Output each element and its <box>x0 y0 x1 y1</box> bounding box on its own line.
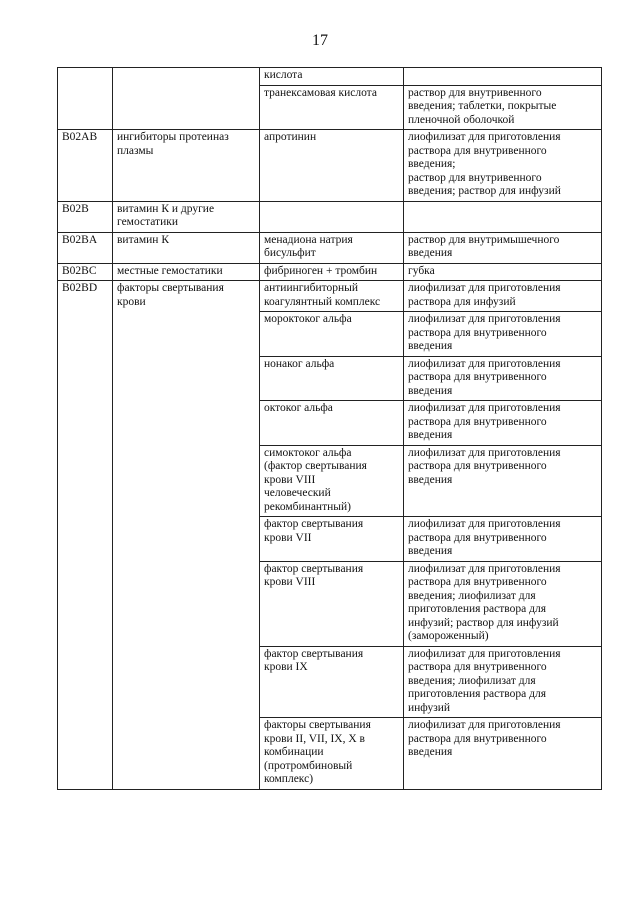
atc-code-cell: B02AB <box>58 130 113 202</box>
dosage-form-cell: лиофилизат для приготовления раствора для инфузий <box>404 281 602 312</box>
group-name-cell: местные гемостатики <box>113 263 260 281</box>
table-row <box>58 201 602 232</box>
dosage-form-cell: лиофилизат для приготовления раствора для внутривенного введения <box>404 718 602 790</box>
table-row <box>58 68 602 86</box>
drug-name-cell: симоктоког альфа (фактор свертывания крови VIII человеческий рекомбинантный) <box>260 445 404 517</box>
dosage-form-cell: губка <box>404 263 602 281</box>
drug-name-cell <box>260 201 404 232</box>
dosage-form-cell: раствор для внутримышечного введения <box>404 232 602 263</box>
dosage-form-cell: лиофилизат для приготовления раствора для внутривенного введения <box>404 517 602 562</box>
dosage-form-cell: лиофилизат для приготовления раствора для внутривенного введения <box>404 445 602 517</box>
group-name-cell: факторы свертывания крови <box>113 281 260 790</box>
drug-name-cell: транексамовая кислота <box>260 85 404 130</box>
atc-code-cell: B02BD <box>58 281 113 790</box>
table-row <box>58 232 602 263</box>
dosage-form-cell: раствор для внутривенного введения; таблетки, покрытые пленочной оболочкой <box>404 85 602 130</box>
dosage-form-cell: лиофилизат для приготовления раствора для внутривенного введения <box>404 356 602 401</box>
table-row <box>58 130 602 202</box>
dosage-form-cell <box>404 201 602 232</box>
drug-name-cell: менадиона натрия бисульфит <box>260 232 404 263</box>
drug-name-cell: фактор свертывания крови VII <box>260 517 404 562</box>
group-name-cell: витамин К и другие гемостатики <box>113 201 260 232</box>
drug-name-cell: фактор свертывания крови IX <box>260 646 404 718</box>
table-body <box>58 68 602 790</box>
atc-code-cell: B02BC <box>58 263 113 281</box>
drug-name-cell: апротинин <box>260 130 404 202</box>
drug-name-cell: нонаког альфа <box>260 356 404 401</box>
drug-table <box>57 67 602 790</box>
dosage-form-cell: лиофилизат для приготовления раствора для внутривенного введения; лиофилизат для приготовления раствора для инфузий; раствор для инфузий (замороженный) <box>404 561 602 646</box>
drug-name-cell: кислота <box>260 68 404 86</box>
atc-code-cell: B02BA <box>58 232 113 263</box>
table-row <box>58 281 602 312</box>
drug-name-cell: октоког альфа <box>260 401 404 446</box>
atc-code-cell: B02B <box>58 201 113 232</box>
drug-name-cell: антиингибиторный коагулянтный комплекс <box>260 281 404 312</box>
drug-name-cell: фактор свертывания крови VIII <box>260 561 404 646</box>
group-name-cell: ингибиторы протеиназ плазмы <box>113 130 260 202</box>
group-name-cell <box>113 68 260 130</box>
dosage-form-cell: лиофилизат для приготовления раствора для внутривенного введения; раствор для внутривенного введения; раствор для инфузий <box>404 130 602 202</box>
page-number: 17 <box>312 32 328 49</box>
drug-name-cell: фибриноген + тромбин <box>260 263 404 281</box>
atc-code-cell <box>58 68 113 130</box>
dosage-form-cell: лиофилизат для приготовления раствора для внутривенного введения; лиофилизат для приготовления раствора для инфузий <box>404 646 602 718</box>
dosage-form-cell: лиофилизат для приготовления раствора для внутривенного введения <box>404 312 602 357</box>
drug-name-cell: мороктоког альфа <box>260 312 404 357</box>
table-row <box>58 263 602 281</box>
dosage-form-cell: лиофилизат для приготовления раствора для внутривенного введения <box>404 401 602 446</box>
drug-name-cell: факторы свертывания крови II, VII, IX, X в комбинации (протромбиновый комплекс) <box>260 718 404 790</box>
dosage-form-cell <box>404 68 602 86</box>
group-name-cell: витамин К <box>113 232 260 263</box>
